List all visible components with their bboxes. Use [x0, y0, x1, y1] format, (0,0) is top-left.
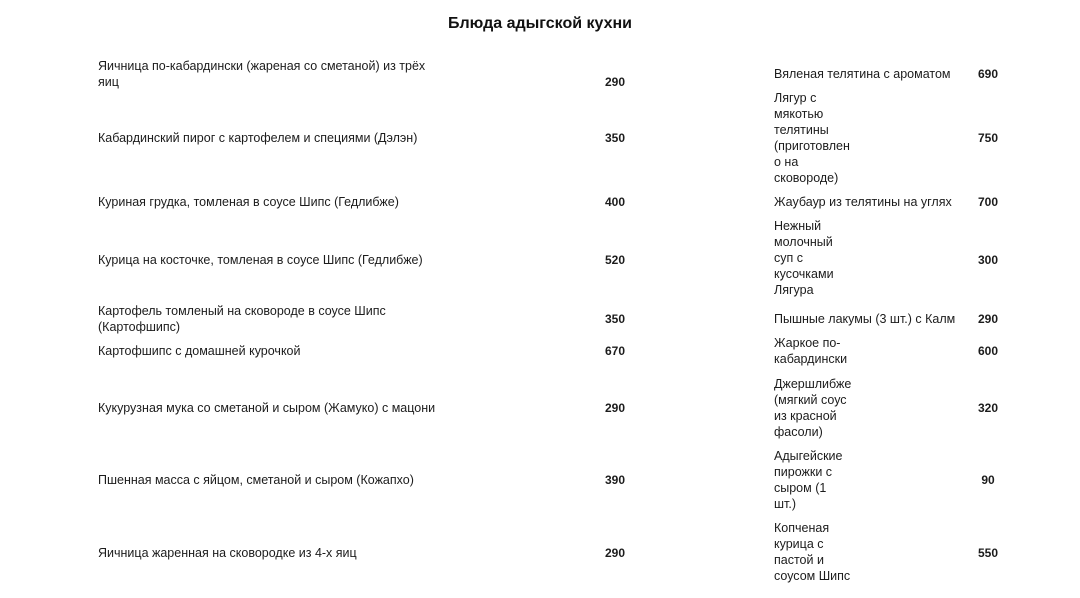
menu-item-price: 290: [604, 75, 626, 89]
menu-item-price: 690: [977, 67, 999, 81]
menu-item-name: Картофшипс с домашней курочкой: [98, 344, 301, 358]
menu-item-name: Курица на косточке, томленая в соусе Шипс (Гедлибже): [98, 253, 423, 267]
menu-item-price: 750: [977, 131, 999, 145]
menu-item-price: 670: [604, 344, 626, 358]
menu-item-name: Кукурузная мука со сметаной и сыром (Жамуко) с мацони: [98, 401, 436, 415]
menu-item-name: Яичница по-кабардински (жареная со сметаной) из трёх яиц: [98, 59, 426, 89]
page-title: Блюда адыгской кухни: [447, 15, 633, 32]
menu-item-name: Пшенная масса с яйцом, сметаной и сыром (Кожапхо): [98, 473, 414, 487]
menu-item-name: Жаубаур из телятины на углях: [774, 195, 952, 209]
menu-item-price: 290: [977, 312, 999, 326]
menu-item-name: Копченая курица с пастой и соусом Шипс: [774, 521, 851, 583]
menu-item-name: Жаркое по- кабардински: [774, 336, 848, 366]
menu-item-price: 90: [981, 473, 995, 487]
menu-item-name: Пышные лакумы (3 шт.) с Калм: [774, 312, 956, 326]
menu-item-price: 300: [977, 253, 999, 267]
menu-item-name: Вяленая телятина с ароматом: [774, 67, 951, 81]
menu-item-name: Адыгейские пирожки с сыром (1 шт.): [774, 449, 843, 511]
menu-item-name: Кабардинский пирог с картофелем и специями (Дэлэн): [98, 131, 418, 145]
menu-item-name: Куриная грудка, томленая в соусе Шипс (Гедлибже): [98, 195, 399, 209]
menu-item-price: 350: [604, 131, 626, 145]
menu-item-price: 390: [604, 473, 626, 487]
menu-item-price: 600: [977, 344, 999, 358]
menu-item-price: 320: [977, 401, 999, 415]
menu-item-price: 290: [604, 401, 626, 415]
menu-item-price: 520: [604, 253, 626, 267]
menu-item-name: Нежный молочный суп с кусочками Лягура: [774, 219, 834, 297]
menu-item-price: 350: [604, 312, 626, 326]
menu-item-name: Джершлибже (мягкий соус из красной фасоли): [774, 377, 852, 439]
menu-item-name: Картофель томленый на сковороде в соусе Шипс (Картофшипс): [98, 304, 386, 334]
menu-item-price: 290: [604, 546, 626, 560]
menu-item-price: 400: [604, 195, 626, 209]
menu-item-price: 700: [977, 195, 999, 209]
menu-item-name: Яичница жаренная на сковородке из 4-х яиц: [98, 546, 357, 560]
menu-item-price: 550: [977, 546, 999, 560]
menu-item-name: Лягур с мякотью телятины (приготовлен о на сковороде): [774, 91, 850, 185]
